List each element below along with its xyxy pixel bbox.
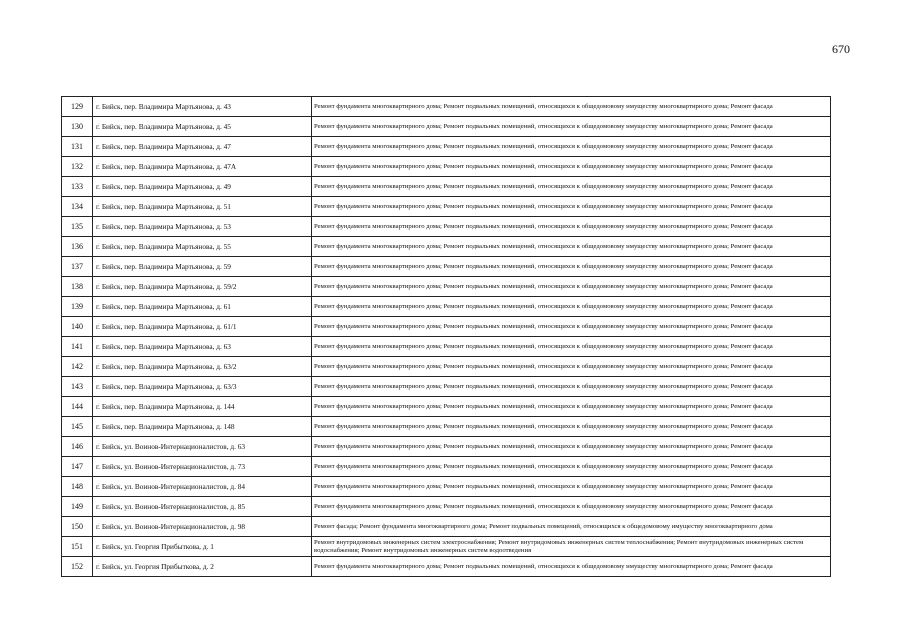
row-number: 139 — [62, 297, 93, 317]
table-row — [62, 137, 831, 157]
table-row — [62, 117, 831, 137]
table-row — [62, 517, 831, 537]
row-number: 151 — [62, 537, 93, 557]
work-types-cell: Ремонт фундамента многоквартирного дома; Ремонт подвальных помещений, относящихся к общедомовому имуществу многоквартирного дома; Ремонт фасада — [312, 217, 831, 237]
address-cell: г. Бийск, пер. Владимира Мартьянова, д. 63/2 — [93, 357, 312, 377]
row-number: 152 — [62, 557, 93, 577]
row-number: 146 — [62, 437, 93, 457]
table-row — [62, 397, 831, 417]
row-number: 141 — [62, 337, 93, 357]
row-number: 134 — [62, 197, 93, 217]
work-types-cell: Ремонт фундамента многоквартирного дома; Ремонт подвальных помещений, относящихся к общедомовому имуществу многоквартирного дома; Ремонт фасада — [312, 197, 831, 217]
table-row — [62, 357, 831, 377]
table-row — [62, 377, 831, 397]
address-cell: г. Бийск, пер. Владимира Мартьянова, д. 61/1 — [93, 317, 312, 337]
row-number: 130 — [62, 117, 93, 137]
address-cell: г. Бийск, пер. Владимира Мартьянова, д. 45 — [93, 117, 312, 137]
work-types-cell: Ремонт фундамента многоквартирного дома; Ремонт подвальных помещений, относящихся к общедомовому имуществу многоквартирного дома; Ремонт фасада — [312, 377, 831, 397]
row-number: 132 — [62, 157, 93, 177]
address-cell: г. Бийск, пер. Владимира Мартьянова, д. 63/3 — [93, 377, 312, 397]
row-number: 142 — [62, 357, 93, 377]
work-types-cell: Ремонт фундамента многоквартирного дома; Ремонт подвальных помещений, относящихся к общедомовому имуществу многоквартирного дома; Ремонт фасада — [312, 317, 831, 337]
work-types-cell: Ремонт фундамента многоквартирного дома; Ремонт подвальных помещений, относящихся к общедомовому имуществу многоквартирного дома; Ремонт фасада — [312, 277, 831, 297]
row-number: 138 — [62, 277, 93, 297]
address-cell: г. Бийск, ул. Воинов-Интернационалистов, д. 84 — [93, 477, 312, 497]
work-types-cell: Ремонт фундамента многоквартирного дома; Ремонт подвальных помещений, относящихся к общедомовому имуществу многоквартирного дома; Ремонт фасада — [312, 457, 831, 477]
table-row — [62, 477, 831, 497]
row-number: 136 — [62, 237, 93, 257]
address-cell: г. Бийск, пер. Владимира Мартьянова, д. 144 — [93, 397, 312, 417]
work-types-cell: Ремонт фундамента многоквартирного дома; Ремонт подвальных помещений, относящихся к общедомовому имуществу многоквартирного дома; Ремонт фасада — [312, 177, 831, 197]
address-cell: г. Бийск, пер. Владимира Мартьянова, д. 43 — [93, 97, 312, 117]
address-cell: г. Бийск, ул. Воинов-Интернационалистов, д. 73 — [93, 457, 312, 477]
table-row — [62, 177, 831, 197]
table-row — [62, 277, 831, 297]
table-row — [62, 417, 831, 437]
work-types-cell: Ремонт фундамента многоквартирного дома; Ремонт подвальных помещений, относящихся к общедомовому имуществу многоквартирного дома; Ремонт фасада — [312, 237, 831, 257]
address-cell: г. Бийск, пер. Владимира Мартьянова, д. 47А — [93, 157, 312, 177]
row-number: 133 — [62, 177, 93, 197]
table-row — [62, 317, 831, 337]
row-number: 150 — [62, 517, 93, 537]
table-row — [62, 457, 831, 477]
table-body — [62, 97, 831, 577]
row-number: 149 — [62, 497, 93, 517]
work-types-cell: Ремонт фундамента многоквартирного дома; Ремонт подвальных помещений, относящихся к общедомовому имуществу многоквартирного дома; Ремонт фасада — [312, 337, 831, 357]
address-cell: г. Бийск, пер. Владимира Мартьянова, д. 148 — [93, 417, 312, 437]
row-number: 145 — [62, 417, 93, 437]
work-types-cell: Ремонт фундамента многоквартирного дома; Ремонт подвальных помещений, относящихся к общедомовому имуществу многоквартирного дома; Ремонт фасада — [312, 497, 831, 517]
table-row — [62, 97, 831, 117]
work-types-cell: Ремонт фундамента многоквартирного дома; Ремонт подвальных помещений, относящихся к общедомовому имуществу многоквартирного дома; Ремонт фасада — [312, 157, 831, 177]
table-row — [62, 337, 831, 357]
page-number: 670 — [832, 42, 850, 56]
row-number: 131 — [62, 137, 93, 157]
work-types-cell: Ремонт фундамента многоквартирного дома; Ремонт подвальных помещений, относящихся к общедомовому имуществу многоквартирного дома; Ремонт фасада — [312, 117, 831, 137]
work-types-cell: Ремонт фундамента многоквартирного дома; Ремонт подвальных помещений, относящихся к общедомовому имуществу многоквартирного дома; Ремонт фасада — [312, 477, 831, 497]
table-row — [62, 237, 831, 257]
row-number: 129 — [62, 97, 93, 117]
work-types-cell: Ремонт фундамента многоквартирного дома; Ремонт подвальных помещений, относящихся к общедомовому имуществу многоквартирного дома; Ремонт фасада — [312, 297, 831, 317]
table-row — [62, 437, 831, 457]
work-types-cell: Ремонт фундамента многоквартирного дома; Ремонт подвальных помещений, относящихся к общедомовому имуществу многоквартирного дома; Ремонт фасада — [312, 557, 831, 577]
work-types-cell: Ремонт фундамента многоквартирного дома; Ремонт подвальных помещений, относящихся к общедомовому имуществу многоквартирного дома; Ремонт фасада — [312, 137, 831, 157]
address-cell: г. Бийск, пер. Владимира Мартьянова, д. 49 — [93, 177, 312, 197]
address-cell: г. Бийск, пер. Владимира Мартьянова, д. 55 — [93, 237, 312, 257]
address-cell: г. Бийск, ул. Георгия Прибыткова, д. 1 — [93, 537, 312, 557]
row-number: 143 — [62, 377, 93, 397]
work-types-cell: Ремонт фундамента многоквартирного дома; Ремонт подвальных помещений, относящихся к общедомовому имуществу многоквартирного дома; Ремонт фасада — [312, 437, 831, 457]
work-types-cell: Ремонт фундамента многоквартирного дома; Ремонт подвальных помещений, относящихся к общедомовому имуществу многоквартирного дома; Ремонт фасада — [312, 397, 831, 417]
table-row — [62, 157, 831, 177]
table-row — [62, 557, 831, 577]
row-number: 148 — [62, 477, 93, 497]
row-number: 137 — [62, 257, 93, 277]
address-cell: г. Бийск, пер. Владимира Мартьянова, д. 53 — [93, 217, 312, 237]
work-types-cell: Ремонт внутридомовых инженерных систем электроснабжения; Ремонт внутридомовых инженерных систем теплоснабжения; Ремонт внутридомовых инженерных систем водоснабжения; Ремонт внутридомовых инженерных систем водоотведения — [312, 537, 831, 557]
repair-table — [61, 96, 831, 577]
row-number: 144 — [62, 397, 93, 417]
table-row — [62, 197, 831, 217]
table-row — [62, 217, 831, 237]
work-types-cell: Ремонт фундамента многоквартирного дома; Ремонт подвальных помещений, относящихся к общедомовому имуществу многоквартирного дома; Ремонт фасада — [312, 417, 831, 437]
address-cell: г. Бийск, пер. Владимира Мартьянова, д. 51 — [93, 197, 312, 217]
work-types-cell: Ремонт фундамента многоквартирного дома; Ремонт подвальных помещений, относящихся к общедомовому имуществу многоквартирного дома; Ремонт фасада — [312, 97, 831, 117]
row-number: 140 — [62, 317, 93, 337]
work-types-cell: Ремонт фундамента многоквартирного дома; Ремонт подвальных помещений, относящихся к общедомовому имуществу многоквартирного дома; Ремонт фасада — [312, 257, 831, 277]
address-cell: г. Бийск, ул. Георгия Прибыткова, д. 2 — [93, 557, 312, 577]
row-number: 135 — [62, 217, 93, 237]
address-cell: г. Бийск, пер. Владимира Мартьянова, д. 47 — [93, 137, 312, 157]
work-types-cell: Ремонт фундамента многоквартирного дома; Ремонт подвальных помещений, относящихся к общедомовому имуществу многоквартирного дома; Ремонт фасада — [312, 357, 831, 377]
table-row — [62, 497, 831, 517]
table-row — [62, 297, 831, 317]
address-cell: г. Бийск, пер. Владимира Мартьянова, д. 59/2 — [93, 277, 312, 297]
address-cell: г. Бийск, ул. Воинов-Интернационалистов, д. 98 — [93, 517, 312, 537]
address-cell: г. Бийск, пер. Владимира Мартьянова, д. 61 — [93, 297, 312, 317]
row-number: 147 — [62, 457, 93, 477]
work-types-cell: Ремонт фасада; Ремонт фундамента многоквартирного дома; Ремонт подвальных помещений, относящихся к общедомовому имуществу многоквартирного дома — [312, 517, 831, 537]
address-cell: г. Бийск, пер. Владимира Мартьянова, д. 63 — [93, 337, 312, 357]
address-cell: г. Бийск, ул. Воинов-Интернационалистов, д. 63 — [93, 437, 312, 457]
address-cell: г. Бийск, пер. Владимира Мартьянова, д. 59 — [93, 257, 312, 277]
table-row — [62, 257, 831, 277]
table-row — [62, 537, 831, 557]
address-cell: г. Бийск, ул. Воинов-Интернационалистов, д. 85 — [93, 497, 312, 517]
